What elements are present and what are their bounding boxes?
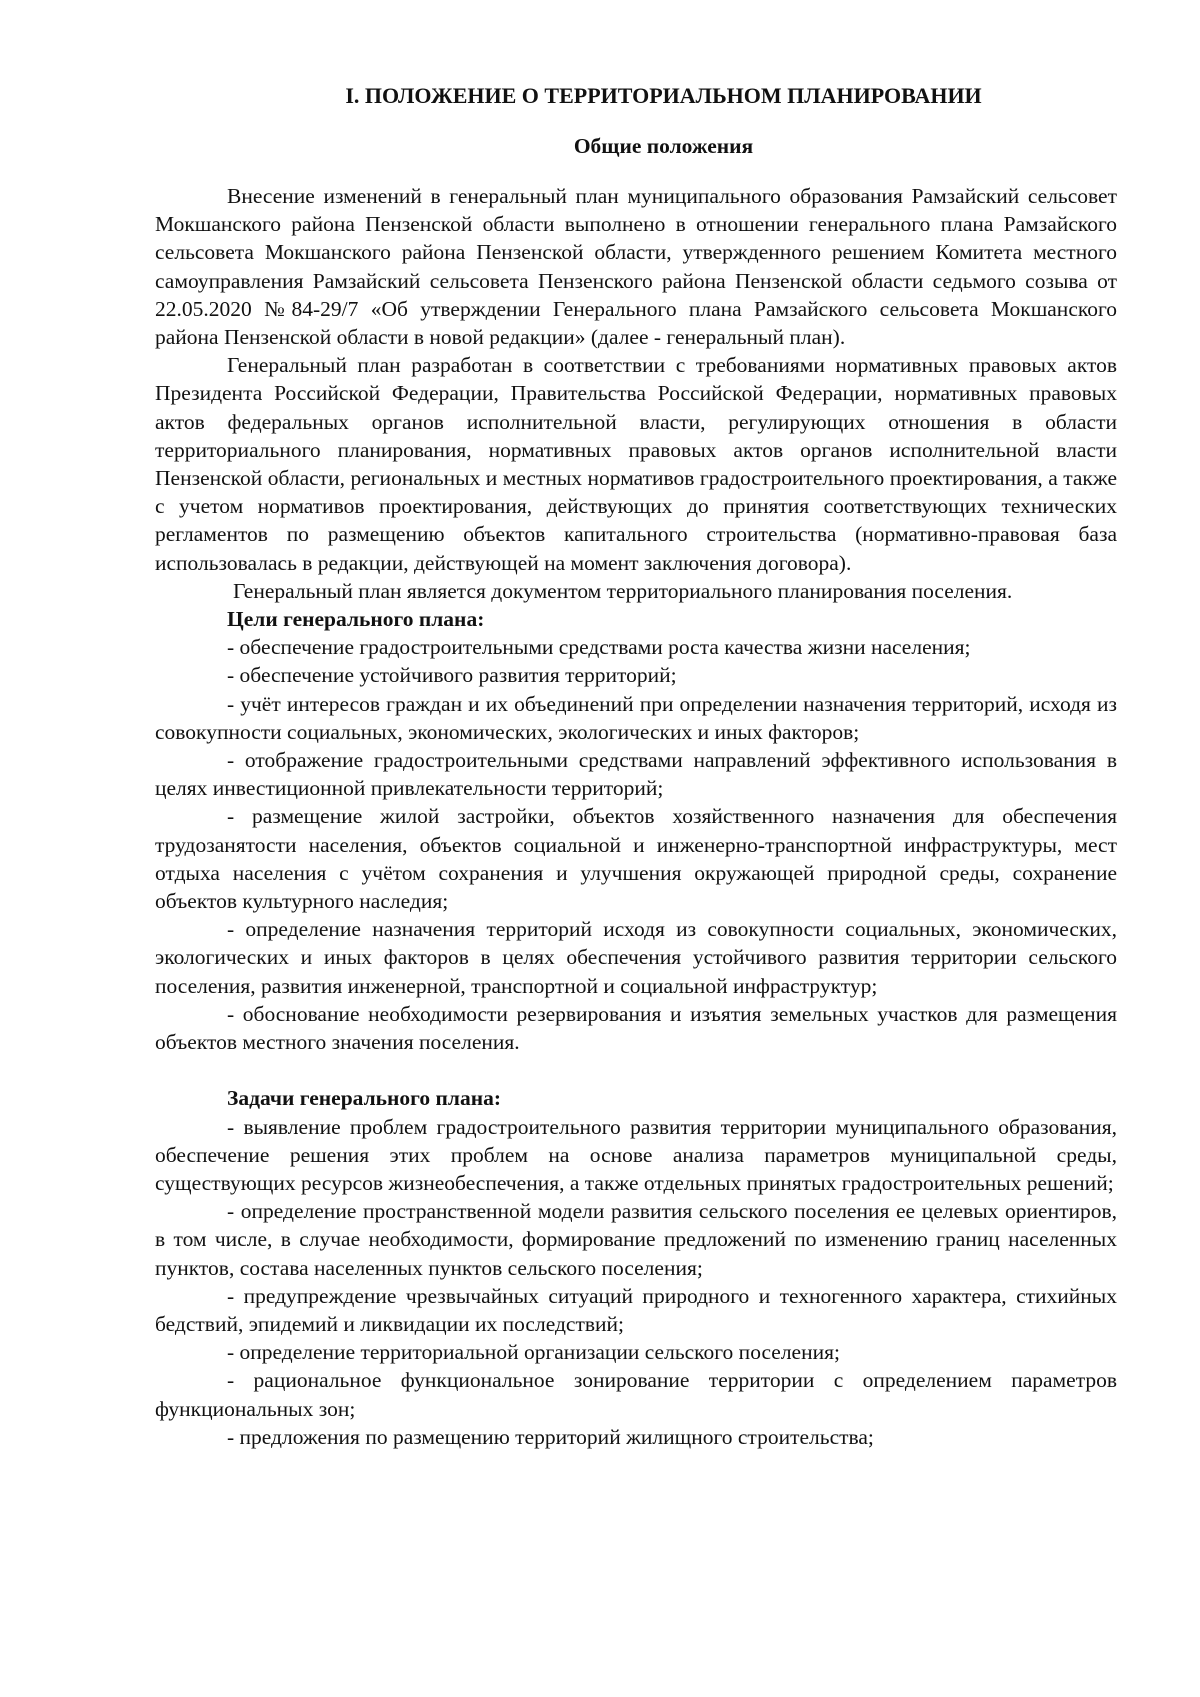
- paragraph-basis: Генеральный план разработан в соответствии с требованиями нормативных правовых актов Президента Российской Федерации, Правительства Российской Федерации, нормативных правовых актов федеральных органов исполнительной власти, регулирующих отношения в области территориального планирования, нормативных правовых актов органов исполнительной власти Пензенской области, региональных и местных нормативов градостроительного проектирования, а также с учетом нормативов проектирования, действующих до принятия соответствующих технических регламентов по размещению объектов капитального строительства (нормативно-правовая база использовалась в редакции, действующей на момент заключения договора).: [155, 353, 1117, 575]
- list-item: - отображение градостроительными средствами направлений эффективного использования в целях инвестиционной привлекательности территорий;: [155, 748, 1117, 801]
- list-item: - рациональное функциональное зонирование территории с определением параметров функциональных зон;: [155, 1368, 1117, 1421]
- paragraph-definition: Генеральный план является документом территориального планирования поселения.: [233, 578, 1013, 603]
- tasks-list: [155, 1113, 1117, 1451]
- document-title: I. ПОЛОЖЕНИЕ О ТЕРРИТОРИАЛЬНОМ ПЛАНИРОВАНИИ: [345, 83, 982, 108]
- tasks-heading: Задачи генерального плана:: [227, 1086, 502, 1111]
- goals-list: [155, 633, 1117, 1056]
- paragraph-intro: Внесение изменений в генеральный план муниципального образования Рамзайский сельсовет Мокшанского района Пензенской области выполнено в отношении генерального плана Рамзайского сельсовета Мокшанского района Пензенской области, утвержденного решением Комитета местного самоуправления Рамзайский сельсовета Пензенского района Пензенской области седьмого созыва от 22.05.2020 №84-29/7 «Об утверждении Генерального плана Рамзайского сельсовета Мокшанского района Пензенской области в новой редакции» (далее - генеральный план).: [155, 184, 1117, 350]
- list-item: - выявление проблем градостроительного развития территории муниципального образования, обеспечение решения этих проблем на основе анализа параметров муниципальной среды, существующих ресурсов жизнеобеспечения, а также отдельных принятых градостроительных решений;: [155, 1114, 1117, 1195]
- list-item: - предложения по размещению территорий жилищного строительства;: [227, 1424, 874, 1449]
- list-item: - обеспечение устойчивого развития территорий;: [227, 663, 677, 688]
- list-item: - определение территориальной организации сельского поселения;: [227, 1340, 840, 1365]
- list-item: - учёт интересов граждан и их объединений при определении назначения территорий, исходя из совокупности социальных, экономических, экологических и иных факторов;: [155, 691, 1117, 744]
- list-item: - обеспечение градостроительными средствами роста качества жизни населения;: [227, 635, 971, 660]
- list-item: - определение назначения территорий исходя из совокупности социальных, экономических, экологических и иных факторов в целях обеспечения устойчивого развития территории сельского поселения, развития инженерной, транспортной и социальной инфраструктур;: [155, 917, 1117, 998]
- section-title: Общие положения: [573, 134, 754, 158]
- list-item: - обоснование необходимости резервирования и изъятия земельных участков для размещения объектов местного значения поселения.: [155, 1001, 1117, 1055]
- list-item: - определение пространственной модели развития сельского поселения ее целевых ориентиров, в том числе, в случае необходимости, формирование предложений по изменению границ населенных пунктов, состава населенных пунктов сельского поселения;: [155, 1199, 1117, 1280]
- document-page: [155, 82, 1117, 1451]
- list-item: - предупреждение чрезвычайных ситуаций природного и техногенного характера, стихийных бедствий, эпидемий и ликвидации их последствий;: [155, 1283, 1117, 1336]
- list-item: - размещение жилой застройки, объектов хозяйственного назначения для обеспечения трудозанятости населения, объектов социальной и инженерно-транспортной инфраструктуры, мест отдыха населения с учётом сохранения и улучшения окружающей природной среды, сохранение объектов культурного наследия;: [155, 804, 1117, 914]
- goals-heading: Цели генерального плана:: [227, 607, 485, 632]
